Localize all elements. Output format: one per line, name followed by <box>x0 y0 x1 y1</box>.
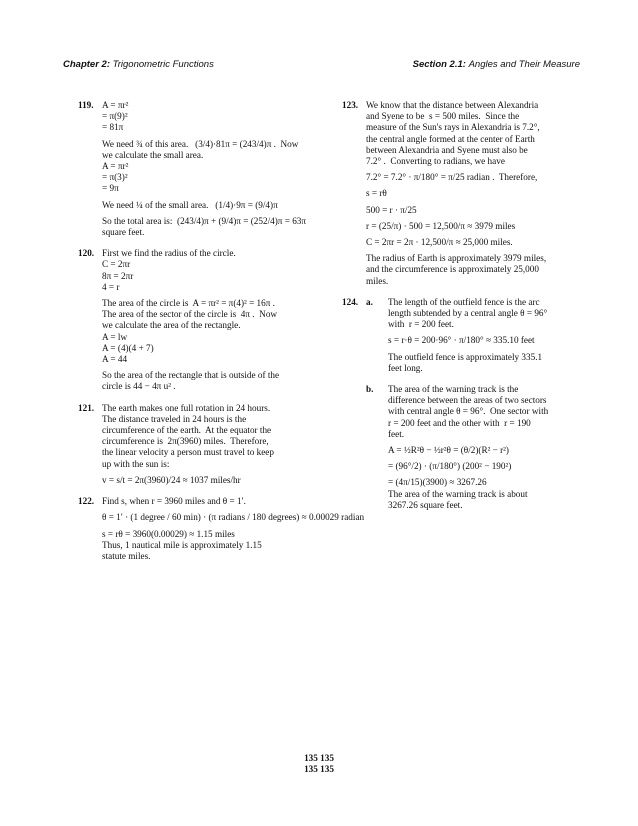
problem-120 <box>78 248 328 392</box>
text-line: The area of the warning track is the <box>388 384 519 395</box>
equation-line: A = lw <box>102 331 128 342</box>
problem-122 <box>78 496 365 562</box>
problem-123 <box>342 100 592 287</box>
text-line: The distance traveled in 24 hours is the <box>102 413 247 424</box>
text-line: the central angle formed at the center of Earth <box>366 133 535 144</box>
problem-number: 120. <box>78 248 95 259</box>
problem-124 <box>342 297 592 511</box>
problem-119 <box>78 100 328 238</box>
text-line: and the circumference is approximately 25,000 <box>366 264 539 275</box>
part-label: b. <box>366 384 374 395</box>
text-line: up with the sun is: <box>102 458 170 469</box>
equation-line: So the total area is: (243/4)π + (9/4)π = (252/4)π = 63π <box>102 215 307 226</box>
text-line: The earth makes one full rotation in 24 hours. <box>102 402 271 413</box>
text-line: circumference is 2π(3960) miles. Therefore, <box>102 436 269 447</box>
text-line: We need ¼ of the small area. (1/4)·9π = (9/4)π <box>102 199 278 210</box>
text-line: measure of the Sun's rays in Alexandria is 7.2°, <box>366 122 540 133</box>
text-line: feet long. <box>388 362 423 373</box>
equation-line: A = πr² <box>102 100 129 110</box>
equation-line: = π(9)² <box>102 111 128 122</box>
page-number-line: 135 135 <box>304 764 334 774</box>
equation-line: 4 = r <box>102 281 120 292</box>
page-number-line: 135 135 <box>304 753 334 763</box>
chapter-header <box>63 59 214 70</box>
text-line: We know that the distance between Alexandria <box>366 100 539 110</box>
text-line: difference between the areas of two sectors <box>388 395 547 406</box>
text-line: circumference of the earth. At the equator the <box>102 425 272 436</box>
part-b <box>366 384 592 511</box>
text-line: square feet. <box>102 227 145 238</box>
equation-line: r = (25/π) · 500 = 12,500/π ≈ 3979 miles <box>366 220 516 231</box>
section-title: Angles and Their Measure <box>468 59 580 70</box>
equation-line: 500 = r · π/25 <box>366 204 417 215</box>
problem-number: 123. <box>342 100 359 110</box>
problem-number: 124. <box>342 296 359 307</box>
equation-line: = (96°/2) · (π/180°) (200² − 190²) <box>388 461 512 472</box>
equation-line: = π(3)² <box>102 172 128 183</box>
problem-number: 122. <box>78 496 95 507</box>
text-line: feet. <box>388 428 405 439</box>
equation-line: = (4π/15)(3900) ≈ 3267.26 <box>388 477 487 488</box>
part-label: a. <box>366 296 373 307</box>
equation-line: C = 2πr = 2π · 12,500/π ≈ 25,000 miles. <box>366 237 513 248</box>
equation-line: = 9π <box>102 183 119 194</box>
chapter-label: Chapter 2: <box>63 59 110 70</box>
text-line: First we find the radius of the circle. <box>102 248 236 259</box>
equation-line: = 81π <box>102 122 124 133</box>
text-line: We need ¾ of this area. (3/4)·81π = (243/4)π . Now <box>102 138 299 149</box>
text-line: 7.2° . Converting to radians, we have <box>366 156 505 167</box>
text-line: The length of the outfield fence is the arc <box>388 296 540 307</box>
text-line: The area of the circle is A = πr² = π(4)² = 16π . <box>102 298 275 309</box>
text-line: miles. <box>366 275 389 286</box>
text-line: r = 200 feet and the other with r = 190 <box>388 417 531 428</box>
section-header <box>413 59 580 70</box>
problem-number: 121. <box>78 402 95 413</box>
equation-line: 7.2° = 7.2° · π/180° = π/25 radian . Therefore, <box>366 172 538 183</box>
page-number <box>0 753 638 775</box>
right-column <box>342 100 592 521</box>
chapter-title: Trigonometric Functions <box>112 59 214 70</box>
text-line: The area of the sector of the circle is 4π . Now <box>102 309 278 320</box>
text-line: So the area of the rectangle that is outside of the <box>102 370 280 381</box>
equation-line: 8π = 2πr <box>102 270 134 281</box>
text-line: between Alexandria and Syene must also be <box>366 144 528 155</box>
text-line: length subtended by a central angle θ = 96° <box>388 308 548 319</box>
text-line: with central angle θ = 96°. One sector with <box>388 406 549 417</box>
part-a <box>366 297 592 374</box>
text-line: The radius of Earth is approximately 3979 miles, <box>366 253 547 264</box>
equation-line: θ = 1′ · (1 degree / 60 min) · (π radians / 180 degrees) ≈ 0.00029 radian <box>102 512 365 523</box>
equation-line: s = r·θ = 200·96° · π/180° ≈ 335.10 feet <box>388 335 535 346</box>
text-line: we calculate the small area. <box>102 149 204 160</box>
text-line: The area of the warning track is about <box>388 488 528 499</box>
text-line: The outfield fence is approximately 335.1 <box>388 351 543 362</box>
text-line: statute miles. <box>102 550 151 561</box>
equation-line: A = 44 <box>102 354 128 365</box>
text-line: with r = 200 feet. <box>388 319 454 330</box>
text-line: and Syene to be s = 500 miles. Since the <box>366 111 520 122</box>
text-line: 3267.26 square feet. <box>388 499 463 510</box>
equation-line: A = πr² <box>102 161 129 172</box>
text-line: the linear velocity a person must travel to keep <box>102 447 274 458</box>
equation-line: v = s/t = 2π(3960)/24 ≈ 1037 miles/hr <box>102 474 241 485</box>
text-line: we calculate the area of the rectangle. <box>102 320 241 331</box>
section-label: Section 2.1: <box>412 59 466 70</box>
text-line: Thus, 1 nautical mile is approximately 1.15 <box>102 539 262 550</box>
equation-line: A = ½R²θ − ½r²θ = (θ/2)(R² − r²) <box>388 445 509 456</box>
equation-line: C = 2πr <box>102 259 131 270</box>
equation-line: s = rθ <box>366 188 387 199</box>
text-line: Find s, when r = 3960 miles and θ = 1′. <box>102 496 246 507</box>
equation-line: A = (4)(4 + 7) <box>102 342 154 353</box>
equation-line: s = rθ = 3960(0.00029) ≈ 1.15 miles <box>102 528 235 539</box>
problem-number: 119. <box>78 100 94 110</box>
text-line: circle is 44 − 4π u² . <box>102 381 176 392</box>
problem-121 <box>78 403 328 486</box>
